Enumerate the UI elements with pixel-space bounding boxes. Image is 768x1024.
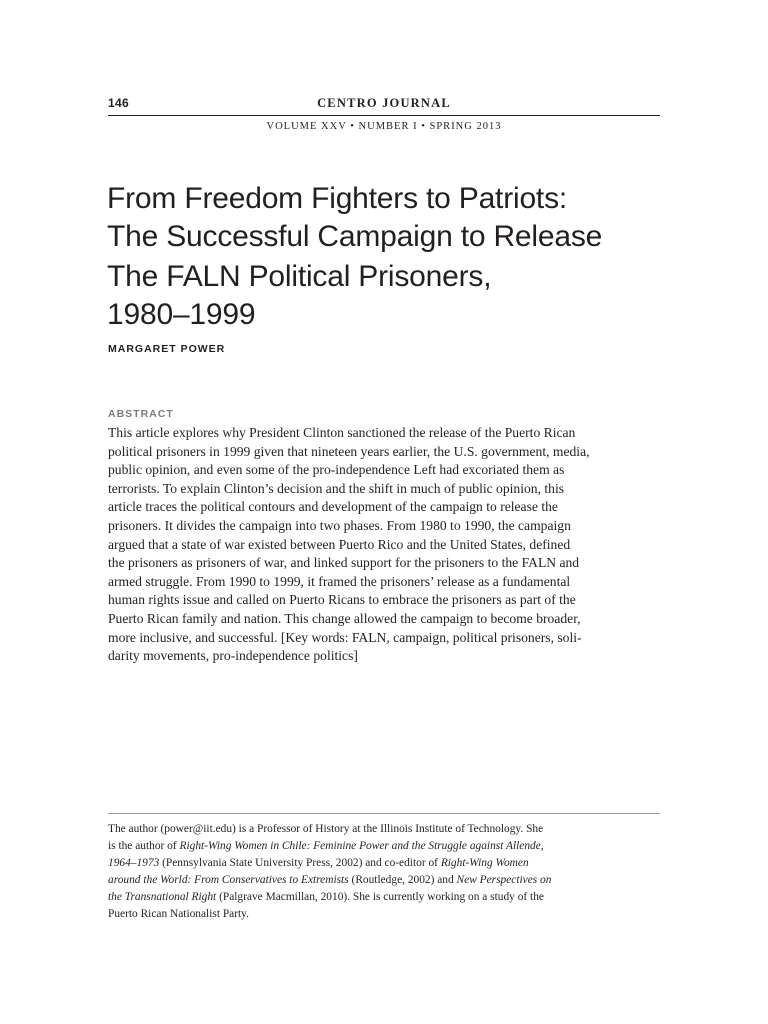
footnote-line	[108, 872, 668, 889]
book-title: the Transnational Right	[108, 891, 217, 903]
article-title	[107, 180, 667, 334]
footnote-line	[108, 855, 668, 872]
book-title: around the World: From Conservatives to Extremists	[108, 874, 349, 886]
title-line: The FALN Political Prisoners,	[107, 260, 492, 293]
footnote-text: (Pennsylvania State University Press, 2002) and co-editor of	[159, 857, 441, 869]
footnote-line	[108, 889, 668, 906]
abstract-line: public opinion, and even some of the pro-independence Left had excoriated them as	[108, 462, 565, 478]
author-name: MARGARET POWER	[108, 343, 226, 355]
footnote-line: The author (power@iit.edu) is a Professor of History at the Illinois Institute of Technology. She	[108, 823, 544, 835]
book-title: Right-Wing Women	[440, 857, 529, 869]
abstract-line: political prisoners in 1999 given that nineteen years earlier, the U.S. government, media,	[108, 443, 590, 459]
footnote-text: (Palgrave Macmillan, 2010). She is currently working on a study of the	[216, 891, 544, 903]
title-line: 1980–1999	[107, 298, 256, 331]
issue-line: VOLUME XXV • NUMBER I • SPRING 2013	[266, 121, 502, 132]
abstract-line: argued that a state of war existed between Puerto Rico and the United States, defined	[108, 536, 571, 552]
author-footnote	[108, 821, 668, 923]
abstract-line: Puerto Rican family and nation. This change allowed the campaign to become broader,	[108, 610, 581, 626]
footnote-text: (Routledge, 2002) and	[348, 874, 457, 886]
footnote-rule	[108, 813, 660, 814]
abstract-line: human rights issue and called on Puerto Ricans to embrace the prisoners as part of the	[108, 592, 576, 608]
abstract-line: This article explores why President Clinton sanctioned the release of the Puerto Rican	[108, 425, 576, 440]
abstract-line: article traces the political contours and development of the campaign to release the	[108, 499, 558, 515]
abstract-label: ABSTRACT	[108, 408, 174, 420]
abstract-line: prisoners. It divides the campaign into two phases. From 1980 to 1990, the campaign	[108, 517, 571, 533]
book-title: New Perspectives on	[456, 874, 552, 886]
book-title: 1964–1973	[108, 857, 160, 869]
header-rule	[108, 115, 660, 116]
title-line: From Freedom Fighters to Patriots:	[107, 182, 568, 215]
abstract-text	[108, 424, 660, 666]
book-title: Right-Wing Women in Chile: Feminine Power and the Struggle against Allende,	[179, 840, 544, 852]
footnote-text: is the author of	[108, 840, 180, 852]
footnote-line: Puerto Rican Nationalist Party.	[108, 908, 249, 920]
abstract-line: armed struggle. From 1990 to 1999, it framed the prisoners’ release as a fundamental	[108, 573, 571, 589]
abstract-line: terrorists. To explain Clinton’s decision and the shift in much of public opinion, this	[108, 480, 565, 496]
page-number: 146	[108, 96, 129, 110]
abstract-line: more inclusive, and successful. [Key words: FALN, campaign, political prisoners, soli-	[108, 629, 582, 645]
abstract-line: darity movements, pro-independence politics]	[108, 648, 358, 664]
journal-name: CENTRO JOURNAL	[317, 96, 451, 110]
title-line: The Successful Campaign to Release	[107, 220, 603, 253]
abstract-line: the prisoners as prisoners of war, and linked support for the prisoners to the FALN and	[108, 555, 580, 571]
footnote-line	[108, 838, 668, 855]
